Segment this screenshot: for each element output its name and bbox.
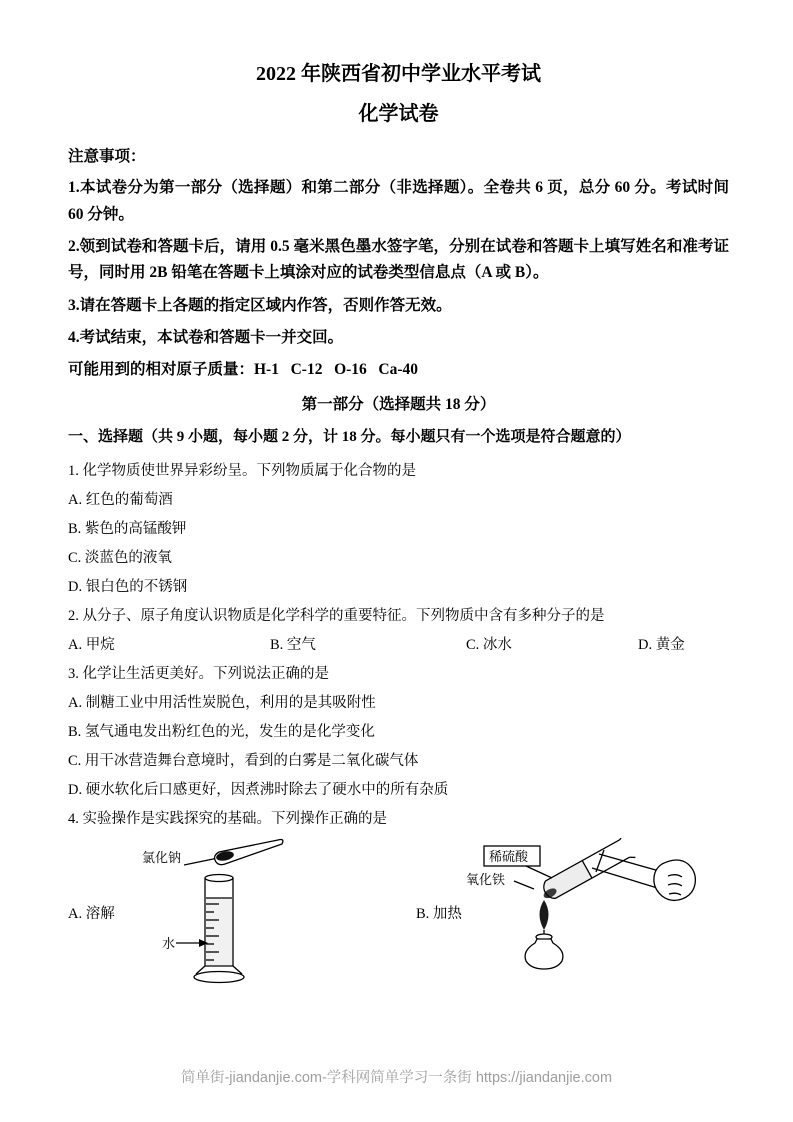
question-4-figures	[68, 838, 729, 988]
question-2-option-c: C. 冰水	[466, 636, 512, 653]
water-label: 水	[162, 935, 176, 951]
part1-header: 第一部分（选择题共 18 分）	[301, 395, 496, 413]
atomic-mass-note: 可能用到的相对原子质量：H-1 C-12 O-16 Ca-40	[68, 361, 419, 379]
notice-item-2: 2.领到试卷和答题卡后，请用 0.5 毫米黑色墨水签字笔，分别在试卷和答题卡上填写姓名和准考证号，同时用 2B 铅笔在答题卡上填涂对应的试卷类型信息点（A 或 B）。	[68, 238, 729, 282]
alcohol-lamp	[525, 900, 563, 969]
question-1	[68, 457, 729, 602]
watermark-footer: 简单街-jiandanjie.com-学科网简单学习一条街 https://jiandanjie.com	[180, 1070, 613, 1086]
question-1-option-d: D. 银白色的不锈钢	[68, 578, 188, 595]
question-3-option-b: B. 氢气通电发出粉红色的光，发生的是化学变化	[68, 723, 375, 740]
question-2-stem: 2. 从分子、原子角度认识物质是化学科学的重要特征。下列物质中含有多种分子的是	[68, 607, 605, 624]
question-2	[68, 602, 729, 660]
question-4-option-b: B. 加热	[416, 906, 462, 923]
figure-heat	[464, 838, 714, 988]
notice-item-1: 1.本试卷分为第一部分（选择题）和第二部分（非选择题）。全卷共 6 页，总分 60 分。考试时间 60 分钟。	[68, 179, 729, 223]
water-arrow	[176, 939, 208, 947]
hand	[654, 860, 695, 900]
section1-header: 一、选择题（共 9 小题，每小题 2 分，计 18 分。每小题只有一个选项是符合题意的）	[68, 429, 631, 446]
spatula-icon	[215, 839, 283, 864]
figure-b-labels	[466, 846, 552, 889]
nacl-label: 氯化钠	[142, 849, 182, 865]
question-2-option-a: A. 甲烷	[68, 636, 115, 653]
question-4-option-a: A. 溶解	[68, 906, 115, 923]
question-1-option-c: C. 淡蓝色的液氧	[68, 549, 172, 566]
question-1-stem: 1. 化学物质使世界异彩纷呈。下列物质属于化合物的是	[68, 462, 416, 479]
oxide-label: 氧化铁	[465, 871, 505, 887]
test-tube	[536, 838, 635, 905]
question-3-option-a: A. 制糖工业中用活性炭脱色，利用的是其吸附性	[68, 694, 376, 711]
notice-item-4: 4.考试结束，本试卷和答题卡一并交回。	[68, 329, 344, 347]
nacl-leader-line	[184, 858, 218, 865]
question-4-stem: 4. 实验操作是实践探究的基础。下列操作正确的是	[68, 810, 387, 827]
question-2-option-d: D. 黄金	[638, 636, 685, 653]
figure-dissolve	[128, 838, 358, 988]
question-2-options	[68, 631, 729, 660]
question-3-option-c: C. 用干冰营造舞台意境时，看到的白雾是二氧化碳气体	[68, 752, 419, 769]
exam-title: 2022 年陕西省初中学业水平考试	[256, 63, 541, 85]
question-3-option-d: D. 硬水软化后口感更好，因煮沸时除去了硬水中的所有杂质	[68, 781, 449, 798]
notice-item-3: 3.请在答题卡上各题的指定区域内作答，否则作答无效。	[68, 296, 452, 314]
question-3-stem: 3. 化学让生活更美好。下列说法正确的是	[68, 665, 329, 682]
question-4	[68, 805, 729, 988]
question-1-option-b: B. 紫色的高锰酸钾	[68, 520, 187, 537]
question-3	[68, 660, 729, 805]
notice-header: 注意事项：	[68, 148, 146, 165]
acid-label: 稀硫酸	[488, 848, 528, 864]
flame-icon	[539, 900, 548, 930]
exam-subtitle: 化学试卷	[358, 103, 439, 125]
question-2-option-b: B. 空气	[270, 636, 316, 653]
question-1-option-a: A. 红色的葡萄酒	[68, 491, 173, 508]
graduated-cylinder	[194, 874, 244, 982]
